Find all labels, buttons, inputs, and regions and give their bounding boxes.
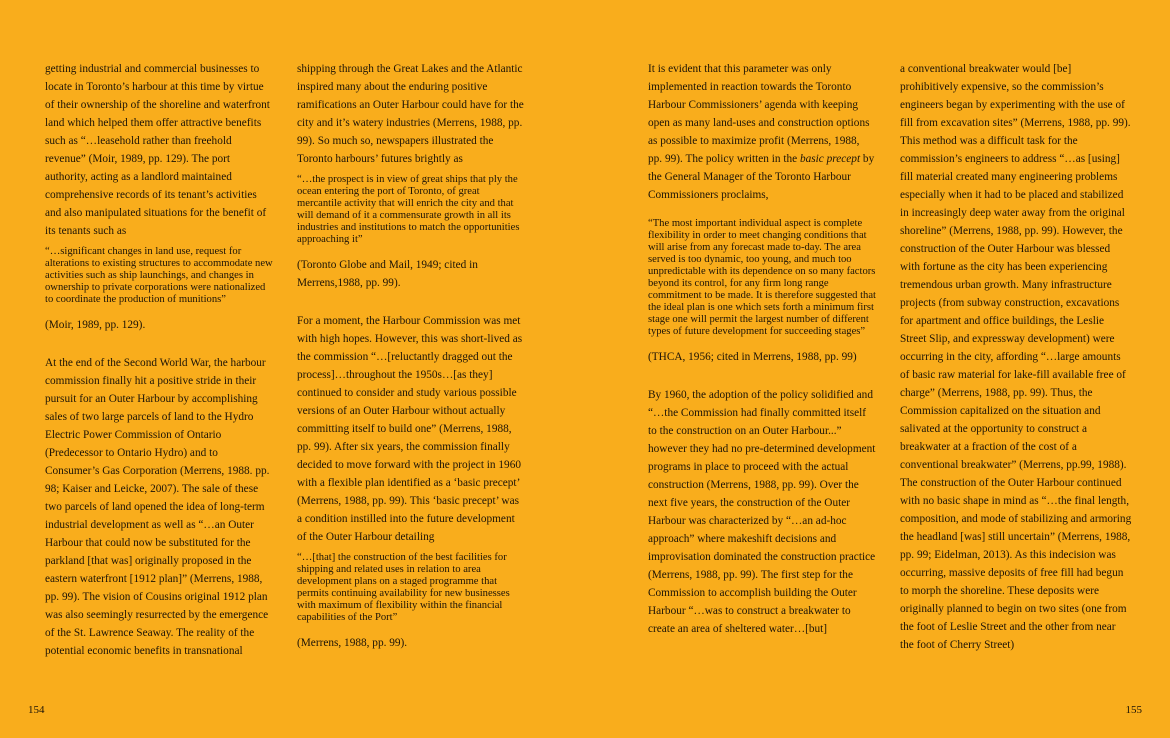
paragraph: For a moment, the Harbour Commission was met with high hopes. However, this was short-lived as the commission “…[reluctantly dragged out the process]…throughout the 1950s…[as they] continued to consider and study various possible versions of an Outer Harbour without actually committing itself to build one” (Merrens, 1988, pp. 99). After six years, the commission finally decided to move forward with the project in 1960 with a flexible plan identified as a ‘basic precept’ (Merrens, 1988, pp. 99). This ‘basic precept’ was a condition instilled into the future development of the Outer Harbour detailing xyxy=(297,315,523,543)
paragraph: By 1960, the adoption of the policy solidified and “…the Commission had finally committed itself to the construction on an Outer Harbour...” however they had no pre-determined development programs in place to proceed with the actual construction (Merrens, 1988, pp. 99). Over the next five years, the construction of the Outer Harbour was characterized by “…an ad-hoc approach” where makeshift decisions and improvisation dominated the construction practice (Merrens, 1988, pp. 99). The first step for the Commission to accomplish building the Outer Harbour “…was to construct a breakwater to create an area of sheltered water…[but] xyxy=(648,389,876,635)
citation: (Moir, 1989, pp. 129). xyxy=(45,319,146,331)
block-quote: “…[that] the construction of the best facilities for shipping and related uses in relation to area development plans on a staged programme that permits continuing availability for new businesses with maximum of flexibility within the financial capabilities of the Port” xyxy=(297,552,510,623)
italic-term: basic precept xyxy=(799,153,861,165)
citation: (THCA, 1956; cited in Merrens, 1988, pp. 99) xyxy=(648,351,857,363)
paragraph-text: by the General Manager of the Toronto Harbour Commissioners proclaims, xyxy=(648,153,875,201)
citation: (Toronto Globe and Mail, 1949; cited in Merrens,1988, pp. 99). xyxy=(297,259,478,289)
citation: (Merrens, 1988, pp. 99). xyxy=(297,637,408,649)
page-number-left: 154 xyxy=(28,704,45,716)
block-quote: “…significant changes in land use, request for alterations to existing structures to accommodate new activities such as ship launchings, and changes in ownership to private corporations were nationalized to coordinate the production of munitions” xyxy=(45,246,273,305)
block-quote: “The most important individual aspect is complete flexibility in order to meet changing conditions that will arise from any forecast made to-day. The area served is too dynamic, too young, and much too unpredictable with its dependence on so many factors beyond its control, for any firm long range commitment to be made. It is therefore suggested that the ideal plan is one which sets forth a minimum first stage one will permit the largest number of different types of future development for succeeding stages” xyxy=(648,218,876,337)
paragraph: getting industrial and commercial businesses to locate in Toronto’s harbour at this time by virtue of their ownership of the shoreline and waterfront land which helped them offer attractive benefits such as “…leasehold rather than freehold revenue” (Moir, 1989, pp. 129). The port authority, acting as a landlord maintained comprehensive records of its tenant’s activities and also manipulated situations for the benefit of its tenants such as xyxy=(45,63,270,237)
right-page-column-2 xyxy=(900,60,1132,654)
right-page-column-1 xyxy=(648,60,876,638)
block-quote: “…the prospect is in view of great ships that ply the ocean entering the port of Toronto, of great mercantile activity that will enrich the city and that will demand of it a commensurate growth in all its industries and institutions to match the opportunities approaching it” xyxy=(297,174,520,245)
paragraph: At the end of the Second World War, the harbour commission finally hit a positive stride in their pursuit for an Outer Harbour by accomplishing sales of two large parcels of land to the Hydro Electric Power Commission of Ontario (Predecessor to Ontario Hydro) and to Consumer’s Gas Corporation (Merrens, 1988. pp. 98; Kaiser and Leicke, 2007). The sale of these two parcels of land opened the idea of long-term industrial development as well as “…an Outer Harbour that could now be substituted for the parkland [that was] originally proposed in the eastern waterfront [1912 plan]” (Merrens, 1988, pp. 99). The vision of Cousins original 1912 plan was also seemingly resurrected by the emergence of the St. Lawrence Seaway. The reality of the potential economic benefits in transnational xyxy=(45,357,270,657)
paragraph-text: It is evident that this parameter was only implemented in reaction towards the Toronto Harbour Commissioners’ agenda with keeping open as many land-uses and construction options as possible to maximize profit (Merrens, 1988, pp. 99). The policy written in the xyxy=(648,63,870,165)
page-number-right: 155 xyxy=(1125,704,1142,716)
paragraph: shipping through the Great Lakes and the Atlantic inspired many about the enduring positive ramifications an Outer Harbour could have for the city and it’s watery industries (Merrens, 1988, pp. 99). So much so, newspapers illustrated the Toronto harbours’ futures brightly as xyxy=(297,63,524,165)
left-page-column-1 xyxy=(45,60,273,660)
paragraph xyxy=(648,60,876,204)
paragraph: a conventional breakwater would [be] prohibitively expensive, so the commission’s engineers began by experimenting with the use of fill from excavation sites” (Merrens, 1988, pp. 99). This method was a difficult task for the commission’s engineers to address “…as [using] fill material created many engineering problems especially when it had to be placed and stabilized in increasingly deep water away from the original shoreline” (Merrens, 1988, pp. 99). However, the construction of the Outer Harbour was blessed with fortune as the city has been experiencing tremendous urban growth. Many infrastructure projects (from subway construction, excavations for apartment and office buildings, the Leslie Street Slip, and expressway development) were occurring in the city, affording “…large amounts of basic raw material for lake-fill available free of charge” (Merrens, 1988, pp. 99). Thus, the Commission capitalized on the situation and salivated at the opportunity to construct a breakwater at a fraction of the cost of a conventional breakwater” (Merrens, pp.99, 1988). The construction of the Outer Harbour continued with no basic shape in mind as “…the final length, composition, and mode of stabilizing and armoring the headland [was] still uncertain” (Merrens, 1988, pp. 99; Eidelman, 2013). As this indecision was occurring, massive deposits of free fill had begun to morph the shoreline. These deposits were originally planned to begin on two sites (one from the foot of Leslie Street and the other from near the foot of Cherry Street) xyxy=(900,63,1132,651)
left-page-column-2 xyxy=(297,60,525,662)
